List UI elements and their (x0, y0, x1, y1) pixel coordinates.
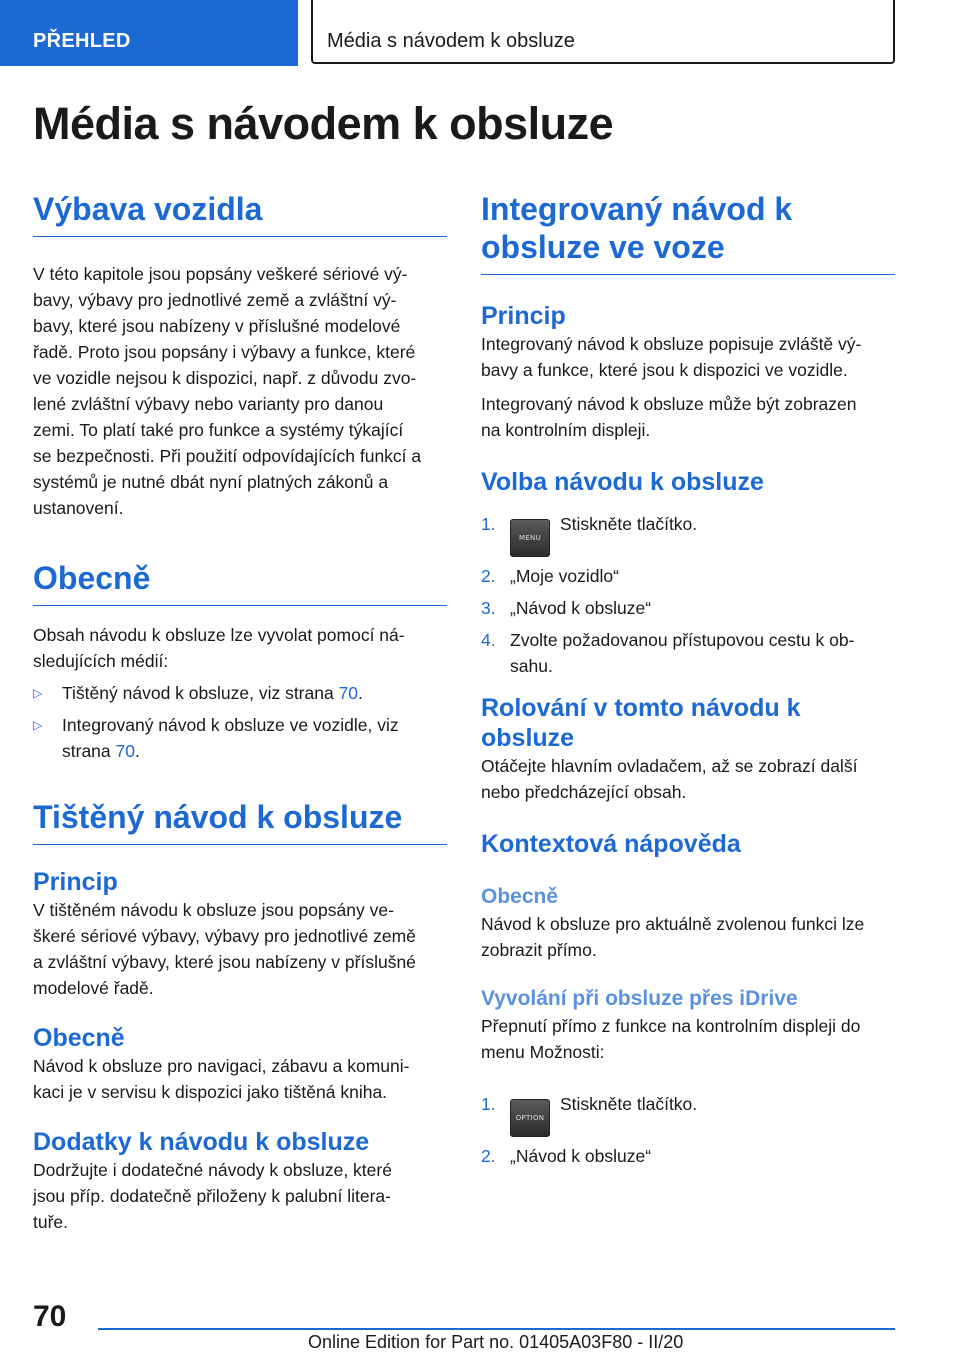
heading-rolovani: Rolování v tomto návodu k obsluze (481, 694, 801, 752)
heading-tisteny-princip: Princip (33, 868, 118, 896)
volba-steps (481, 511, 895, 679)
triangle-bullet-icon: ▷ (33, 718, 43, 732)
vybava-text: V této kapitole jsou popsány veškeré sériové vý- bavy, výbavy pro jednotlivé země a zvláštní vý- bavy, které jsou nabízeny v příslušné modelové řadě. Proto jsou popsány i výbavy a funkce, které ve vozidle nejsou k dispozici, např. z důvodu zvo- lené zvláštní výbavy nebo varianty pro danou zemi. To platí také pro funkce a systémy týkající se bezpečnosti. Při použití odpovídajících funkcí a systémů je nutné dbát nyní platných zákonů a ustanovení. (33, 264, 422, 518)
heading-volba: Volba návodu k obsluze (481, 468, 764, 496)
option-button-icon: OPTION (510, 1099, 550, 1137)
vyvolani-steps (481, 1091, 895, 1169)
dodatky-text: Dodržujte i dodatečné návody k obsluze, které jsou příp. dodatečně přiloženy k palubní litera- tuře. (33, 1160, 392, 1232)
page-header (0, 0, 960, 66)
heading-obecne: Obecně (33, 559, 447, 606)
list-item: 3. „Návod k obsluze“ (481, 598, 652, 618)
page-link[interactable]: 70 (338, 683, 359, 703)
rolovani-text: Otáčejte hlavním ovladačem, až se zobrazí další nebo předcházející obsah. (481, 756, 858, 802)
heading-dodatky: Dodatky k návodu k obsluze (33, 1128, 370, 1156)
triangle-bullet-icon: ▷ (33, 686, 43, 700)
right-column (481, 190, 895, 1169)
footer-divider (98, 1328, 895, 1330)
menu-button-icon: MENU (510, 519, 550, 557)
footer-edition: Online Edition for Part no. 01405A03F80 - II/20 (308, 1332, 684, 1352)
heading-tisteny: Tištěný návod k obsluze (33, 798, 447, 845)
left-column (33, 190, 447, 1235)
tisteny-princip-text: V tištěném návodu k obsluze jsou popsány ve- škeré sériové výbavy, výbavy pro jednotlivé země a zvláštní výbavy, které jsou nabízeny v příslušné modelové řadě. (33, 900, 416, 998)
tisteny-obecne-text: Návod k obsluze pro navigaci, zábavu a komuni- kaci je v servisu k dispozici jako tištěná kniha. (33, 1056, 410, 1102)
list-item: 1. MENUStiskněte tlačítko. (481, 511, 895, 557)
list-item: ▷ Integrovaný návod k obsluze ve vozidle, viz strana 70. (33, 712, 447, 764)
media-list (33, 680, 447, 764)
heading-vyvolani: Vyvolání při obsluze přes iDrive (481, 987, 798, 1010)
list-item: ▷ Tištěný návod k obsluze, viz strana 70. (33, 680, 447, 706)
list-item: 1. OPTIONStiskněte tlačítko. (481, 1091, 895, 1137)
chapter-tab[interactable]: PŘEHLED (0, 0, 298, 66)
page-number: 70 (33, 1300, 67, 1333)
list-item: 4. Zvolte požadovanou přístupovou cestu k ob- sahu. (481, 630, 855, 676)
integrovany-princip-text-1: Integrovaný návod k obsluze popisuje zvláště vý- bavy a funkce, které jsou k dispozici ve vozidle. (481, 334, 862, 380)
integrovany-princip-text-2: Integrovaný návod k obsluze může být zobrazen na kontrolním displeji. (481, 394, 857, 440)
page-link[interactable]: 70 (115, 741, 135, 761)
heading-integrovany-princip: Princip (481, 302, 566, 330)
heading-kontextova: Kontextová nápověda (481, 830, 741, 858)
list-item: 2. „Moje vozidlo“ (481, 566, 619, 586)
heading-integrovany: Integrovaný návod k obsluze ve voze (481, 190, 895, 275)
kontextova-obecne-text: Návod k obsluze pro aktuálně zvolenou funkci lze zobrazit přímo. (481, 914, 865, 960)
page-title: Média s návodem k obsluze (33, 98, 614, 149)
vyvolani-text: Přepnutí přímo z funkce na kontrolním displeji do menu Možnosti: (481, 1016, 861, 1062)
heading-kontextova-obecne: Obecně (481, 885, 559, 908)
section-header: Média s návodem k obsluze (311, 0, 895, 64)
list-item: 2. „Návod k obsluze“ (481, 1146, 652, 1166)
heading-vybava: Výbava vozidla (33, 190, 447, 237)
heading-tisteny-obecne: Obecně (33, 1024, 125, 1052)
obecne-text: Obsah návodu k obsluze lze vyvolat pomocí ná- sledujících médií: (33, 625, 405, 671)
